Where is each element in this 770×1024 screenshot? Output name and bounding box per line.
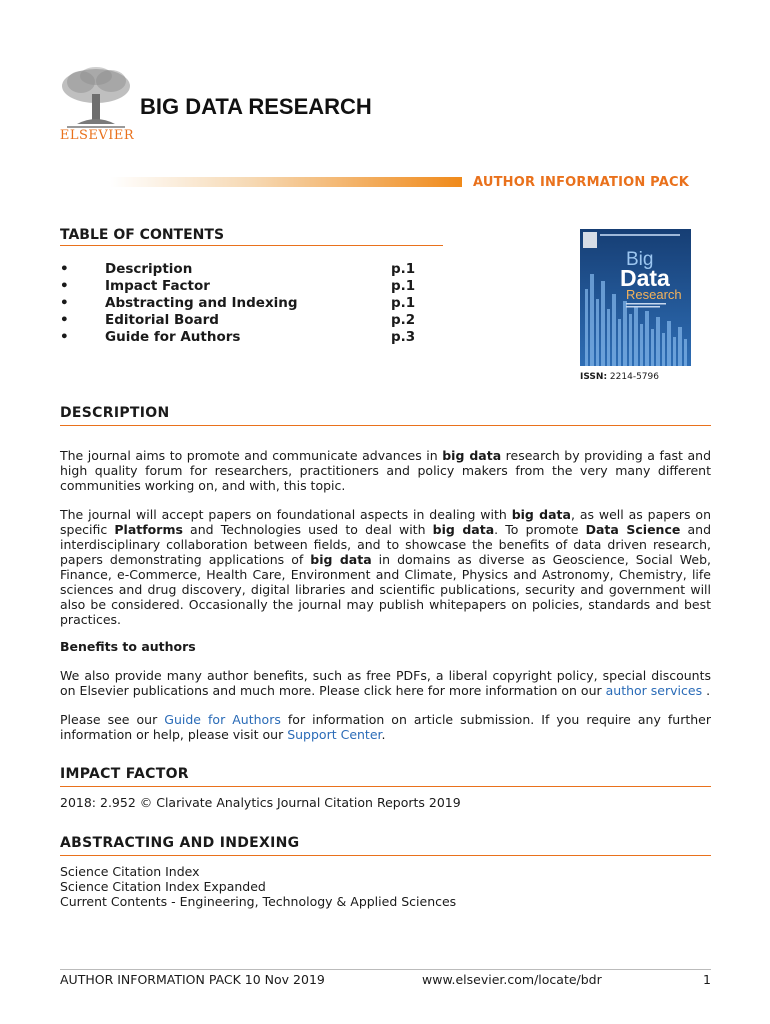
support-center-link[interactable]: Support Center — [287, 727, 382, 742]
toc-list — [60, 261, 440, 346]
toc-heading: TABLE OF CONTENTS — [60, 227, 225, 243]
header-gradient-bar — [110, 177, 462, 187]
toc-item-title: Impact Factor — [105, 278, 210, 294]
indexing-heading: ABSTRACTING AND INDEXING — [60, 835, 300, 851]
toc-item-guide-for-authors[interactable] — [60, 329, 440, 346]
toc-item-description[interactable] — [60, 261, 440, 278]
toc-item-page: p.1 — [391, 278, 416, 294]
description-paragraph-2: The journal will accept papers on foundational aspects in dealing with big data, as well as papers on specific Platforms and Technologies used to deal with big data. To promote Data Science and interdisciplinary collaboration between fields, and to showcase the benefits of data driven research, papers demonstrating applications of big data in domains as diverse as Geoscience, Social Web, Finance, e-Commerce, Health Care, Environment and Climate, Physics and Astronomy, Chemistry, life sciences and drug discovery, digital libraries and scientific publications, security and government will also be considered. Occasionally the journal may publish whitepapers on policies, standards and best practices. — [60, 507, 712, 627]
footer-divider — [60, 969, 711, 970]
impact-factor-divider — [60, 786, 711, 787]
footer-url[interactable]: www.elsevier.com/locate/bdr — [422, 972, 602, 987]
bullet: • — [60, 261, 69, 277]
bullet: • — [60, 295, 69, 311]
journal-cover-image — [580, 229, 691, 366]
toc-item-impact-factor[interactable] — [60, 278, 440, 295]
issn-value: 2214-5796 — [609, 372, 659, 382]
toc-item-title: Description — [105, 261, 193, 277]
impact-factor-heading: IMPACT FACTOR — [60, 766, 189, 782]
publisher-name: ELSEVIER — [59, 128, 135, 143]
cover-publisher-mark — [583, 232, 597, 248]
benefits-paragraph: We also provide many author benefits, such as free PDFs, a liberal copyright policy, special discounts on Elsevier publications and much more. Please click here for more information on our author services . — [60, 668, 711, 698]
impact-factor-text: 2018: 2.952 © Clarivate Analytics Journal Citation Reports 2019 — [60, 795, 461, 810]
footer-page-number: 1 — [703, 972, 711, 987]
cover-big-text: Big — [626, 249, 654, 270]
toc-item-page: p.1 — [391, 295, 416, 311]
benefits-heading: Benefits to authors — [60, 639, 196, 654]
issn — [580, 372, 659, 382]
description-divider — [60, 425, 711, 426]
bullet: • — [60, 329, 69, 345]
toc-item-title: Guide for Authors — [105, 329, 241, 345]
guide-paragraph: Please see our Guide for Authors for information on article submission. If you require any further information or help, please visit our Support Center. — [60, 712, 711, 742]
toc-item-abstracting[interactable] — [60, 295, 440, 312]
toc-item-page: p.3 — [391, 329, 416, 345]
guide-for-authors-link[interactable]: Guide for Authors — [164, 712, 281, 727]
bullet: • — [60, 278, 69, 294]
toc-item-page: p.1 — [391, 261, 416, 277]
author-services-link[interactable]: author services — [605, 683, 703, 698]
cover-data-text: Data — [620, 265, 670, 291]
toc-item-title: Abstracting and Indexing — [105, 295, 298, 311]
toc-divider — [60, 245, 443, 246]
footer-pack-date: AUTHOR INFORMATION PACK 10 Nov 2019 — [60, 972, 325, 987]
indexing-item: Science Citation Index Expanded — [60, 879, 266, 894]
cover-research-text: Research — [626, 287, 682, 302]
toc-item-title: Editorial Board — [105, 312, 219, 328]
indexing-divider — [60, 855, 711, 856]
description-paragraph-1: The journal aims to promote and communicate advances in big data research by providing a fast and high quality forum for researchers, practitioners and policy makers from the very many different communities working on, and with, this topic. — [60, 448, 711, 493]
bullet: • — [60, 312, 69, 328]
indexing-list — [60, 864, 711, 909]
author-information-pack-label: AUTHOR INFORMATION PACK — [473, 175, 689, 190]
journal-title: BIG DATA RESEARCH — [140, 94, 372, 119]
description-heading: DESCRIPTION — [60, 405, 170, 421]
issn-label: ISSN: — [580, 372, 608, 382]
indexing-item: Science Citation Index — [60, 864, 200, 879]
toc-item-page: p.2 — [391, 312, 416, 328]
toc-item-editorial-board[interactable] — [60, 312, 440, 329]
indexing-item: Current Contents - Engineering, Technology & Applied Sciences — [60, 894, 457, 909]
